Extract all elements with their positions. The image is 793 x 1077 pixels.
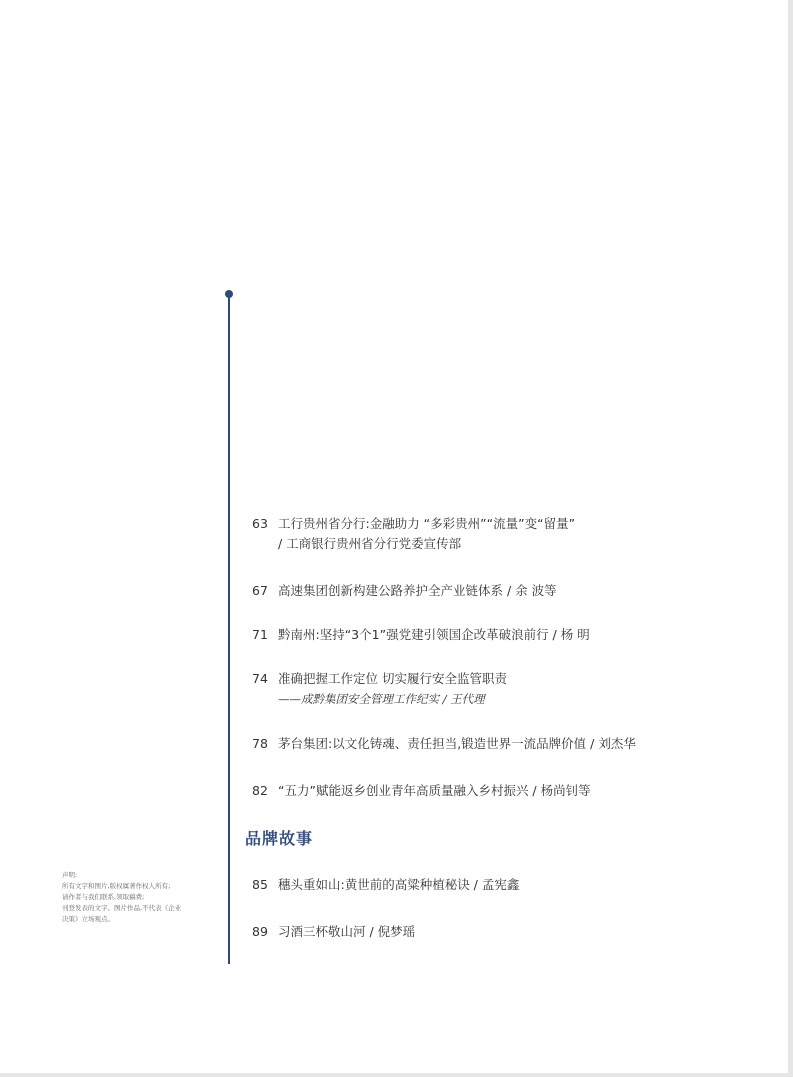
toc-entry-89[interactable] xyxy=(252,922,415,942)
entry-title: 工行贵州省分行:金融助力 “多彩贵州”“流量”变“留量” xyxy=(278,516,576,531)
toc-entry-67[interactable] xyxy=(252,581,557,601)
notice-line: 请作者与我们联系,领取稿费; xyxy=(62,893,145,901)
page-number: 89 xyxy=(252,924,268,939)
toc-entry-74[interactable] xyxy=(252,669,507,709)
page-number: 85 xyxy=(252,877,268,892)
entry-title: 高速集团创新构建公路养护全产业链体系 / 余 波等 xyxy=(278,583,557,598)
page-number: 63 xyxy=(252,516,268,531)
entry-title: 黔南州:坚持“3个1”强党建引领国企改革破浪前行 / 杨 明 xyxy=(278,627,590,642)
notice-line: 声明: xyxy=(62,871,78,879)
section-title: 品牌故事 xyxy=(245,829,314,848)
copyright-notice xyxy=(62,870,227,925)
toc-entry-85[interactable] xyxy=(252,875,519,895)
toc-entry-82[interactable] xyxy=(252,781,591,801)
toc-entry-71[interactable] xyxy=(252,625,590,645)
page-number: 82 xyxy=(252,783,268,798)
vertical-rule xyxy=(228,294,230,964)
page-number: 74 xyxy=(252,671,268,686)
toc-entry-78[interactable] xyxy=(252,734,636,754)
notice-line: 决策》立场观点。 xyxy=(62,915,114,923)
entry-author: / 工商银行贵州省分行党委宣传部 xyxy=(278,536,462,551)
entry-title: 准确把握工作定位 切实履行安全监管职责 xyxy=(278,671,507,686)
entry-title: 穗头重如山:黄世前的高粱种植秘诀 / 孟宪鑫 xyxy=(278,877,520,892)
page-number: 78 xyxy=(252,736,268,751)
page-number: 67 xyxy=(252,583,268,598)
entry-title: 茅台集团:以文化铸魂、责任担当,锻造世界一流品牌价值 / 刘杰华 xyxy=(278,736,636,751)
toc-entry-63[interactable] xyxy=(252,514,575,554)
notice-line: 刊登发表的文字、图片作品,不代表《企业 xyxy=(62,904,182,912)
notice-line: 所有文字和图片,版权属著作权人所有; xyxy=(62,882,171,890)
rule-dot xyxy=(225,290,233,298)
entry-title: “五力”赋能返乡创业青年高质量融入乡村振兴 / 杨尚钊等 xyxy=(278,783,591,798)
page-number: 71 xyxy=(252,627,268,642)
entry-subtitle: ——成黔集团安全管理工作纪实 / 王代理 xyxy=(278,692,485,706)
entry-title: 习酒三杯敬山河 / 倪梦瑶 xyxy=(278,924,416,939)
